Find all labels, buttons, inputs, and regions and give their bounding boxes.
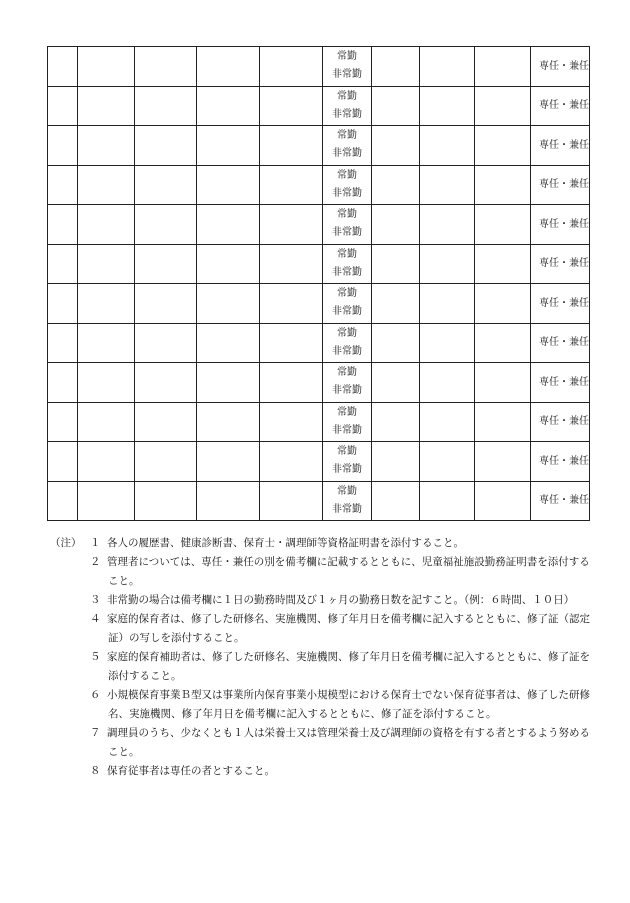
cell-days[interactable] [420, 244, 475, 284]
cell-no[interactable] [48, 363, 78, 403]
cell-name[interactable] [135, 402, 197, 442]
cell-qualification[interactable] [197, 323, 260, 363]
cell-hours[interactable] [372, 244, 420, 284]
cell-employment[interactable] [323, 442, 372, 482]
note-item [50, 724, 590, 762]
cell-name[interactable] [135, 47, 197, 87]
cell-position[interactable] [78, 284, 135, 324]
cell-no[interactable] [48, 86, 78, 126]
cell-no[interactable] [48, 284, 78, 324]
cell-position[interactable] [78, 363, 135, 403]
note-number: ２ [90, 556, 101, 568]
cell-qualification[interactable] [197, 481, 260, 521]
employment-parttime-option[interactable]: 非常勤 [332, 424, 362, 436]
cell-qualification[interactable] [197, 165, 260, 205]
note-number: １ [90, 537, 101, 549]
employment-parttime-option[interactable]: 非常勤 [332, 345, 362, 357]
cell-position[interactable] [78, 165, 135, 205]
table-row [48, 126, 590, 166]
employment-fulltime-option[interactable]: 常勤 [337, 446, 357, 458]
note-text: 家庭的保育補助者は、修了した研修名、実施機関、修了年月日を備考欄に記入するとともに、修了証を添付すること。 [107, 651, 590, 682]
table-row [48, 442, 590, 482]
cell-days[interactable] [420, 284, 475, 324]
employment-parttime-option[interactable]: 非常勤 [332, 108, 362, 120]
table-row [48, 86, 590, 126]
cell-employment[interactable] [323, 165, 372, 205]
cell-qualification[interactable] [197, 205, 260, 245]
cell-hours[interactable] [372, 284, 420, 324]
cell-hours[interactable] [372, 481, 420, 521]
cell-no[interactable] [48, 481, 78, 521]
cell-no[interactable] [48, 47, 78, 87]
cell-no[interactable] [48, 165, 78, 205]
employment-fulltime-option[interactable]: 常勤 [337, 90, 357, 102]
cell-position[interactable] [78, 402, 135, 442]
cell-position[interactable] [78, 442, 135, 482]
cell-position[interactable] [78, 47, 135, 87]
cell-days[interactable] [420, 165, 475, 205]
cell-no[interactable] [48, 323, 78, 363]
cell-name[interactable] [135, 205, 197, 245]
note-item [50, 553, 590, 591]
employment-fulltime-option[interactable]: 常勤 [337, 51, 357, 63]
employment-fulltime-option[interactable]: 常勤 [337, 327, 357, 339]
note-text: 非常勤の場合は備考欄に１日の勤務時間及び１ヶ月の勤務日数を記すこと。（例：６時間、１０日） [107, 594, 575, 606]
cell-employment[interactable] [323, 481, 372, 521]
cell-other[interactable] [475, 363, 531, 403]
employment-parttime-option[interactable]: 非常勤 [332, 266, 362, 278]
cell-employment[interactable] [323, 284, 372, 324]
cell-date[interactable] [260, 402, 323, 442]
cell-no[interactable] [48, 402, 78, 442]
employment-fulltime-option[interactable]: 常勤 [337, 406, 357, 418]
cell-employment[interactable] [323, 323, 372, 363]
cell-position[interactable] [78, 86, 135, 126]
cell-other[interactable] [475, 402, 531, 442]
employment-parttime-option[interactable]: 非常勤 [332, 385, 362, 397]
note-item [50, 686, 590, 724]
cell-hours[interactable] [372, 86, 420, 126]
table-row [48, 323, 590, 363]
cell-concurrency[interactable]: 専任・兼任 [531, 205, 590, 245]
cell-other[interactable] [475, 481, 531, 521]
notes-heading: （注） [50, 537, 82, 549]
cell-name[interactable] [135, 363, 197, 403]
notes-section [50, 534, 590, 781]
cell-no[interactable] [48, 205, 78, 245]
cell-hours[interactable] [372, 47, 420, 87]
employment-parttime-option[interactable]: 非常勤 [332, 227, 362, 239]
cell-hours[interactable] [372, 126, 420, 166]
note-text: 家庭的保育者は、修了した研修名、実施機関、修了年月日を備考欄に記入するとともに、修了証（認定証）の写しを添付すること。 [107, 613, 590, 644]
cell-position[interactable] [78, 481, 135, 521]
cell-concurrency[interactable]: 専任・兼任 [531, 244, 590, 284]
cell-concurrency[interactable]: 専任・兼任 [531, 323, 590, 363]
cell-qualification[interactable] [197, 126, 260, 166]
cell-concurrency[interactable]: 専任・兼任 [531, 86, 590, 126]
note-text: 調理員のうち、少なくとも１人は栄養士又は管理栄養士及び調理師の資格を有する者とするよう努めること。 [107, 727, 590, 758]
cell-qualification[interactable] [197, 86, 260, 126]
note-number: ６ [90, 689, 101, 701]
employment-parttime-option[interactable]: 非常勤 [332, 503, 362, 515]
cell-concurrency[interactable]: 専任・兼任 [531, 47, 590, 87]
note-number: ８ [90, 765, 101, 777]
cell-concurrency[interactable]: 専任・兼任 [531, 363, 590, 403]
cell-date[interactable] [260, 363, 323, 403]
cell-concurrency[interactable]: 専任・兼任 [531, 284, 590, 324]
cell-employment[interactable] [323, 244, 372, 284]
note-item [50, 762, 590, 781]
cell-employment[interactable] [323, 402, 372, 442]
note-text: 保育従事者は専任の者とすること。 [107, 765, 275, 777]
cell-qualification[interactable] [197, 244, 260, 284]
cell-no[interactable] [48, 442, 78, 482]
cell-name[interactable] [135, 323, 197, 363]
cell-date[interactable] [260, 323, 323, 363]
cell-concurrency[interactable]: 専任・兼任 [531, 402, 590, 442]
cell-other[interactable] [475, 47, 531, 87]
cell-hours[interactable] [372, 363, 420, 403]
cell-qualification[interactable] [197, 363, 260, 403]
cell-name[interactable] [135, 126, 197, 166]
notes-list [50, 534, 590, 781]
cell-hours[interactable] [372, 205, 420, 245]
employment-fulltime-option[interactable]: 常勤 [337, 367, 357, 379]
cell-other[interactable] [475, 244, 531, 284]
cell-hours[interactable] [372, 165, 420, 205]
note-number: ４ [90, 613, 101, 625]
cell-employment[interactable] [323, 126, 372, 166]
table-row [48, 205, 590, 245]
cell-concurrency[interactable]: 専任・兼任 [531, 442, 590, 482]
employment-parttime-option[interactable]: 非常勤 [332, 69, 362, 81]
employment-fulltime-option[interactable]: 常勤 [337, 288, 357, 300]
cell-name[interactable] [135, 244, 197, 284]
note-item [50, 534, 590, 553]
cell-position[interactable] [78, 323, 135, 363]
cell-hours[interactable] [372, 402, 420, 442]
cell-name[interactable] [135, 481, 197, 521]
cell-position[interactable] [78, 205, 135, 245]
cell-employment[interactable] [323, 205, 372, 245]
table-row [48, 481, 590, 521]
cell-name[interactable] [135, 442, 197, 482]
cell-employment[interactable] [323, 363, 372, 403]
cell-no[interactable] [48, 244, 78, 284]
cell-date[interactable] [260, 47, 323, 87]
employment-parttime-option[interactable]: 非常勤 [332, 187, 362, 199]
table-row [48, 244, 590, 284]
employment-fulltime-option[interactable]: 常勤 [337, 169, 357, 181]
cell-name[interactable] [135, 284, 197, 324]
cell-date[interactable] [260, 284, 323, 324]
cell-hours[interactable] [372, 442, 420, 482]
employment-parttime-option[interactable]: 非常勤 [332, 306, 362, 318]
cell-employment[interactable] [323, 86, 372, 126]
cell-qualification[interactable] [197, 284, 260, 324]
cell-date[interactable] [260, 481, 323, 521]
employment-fulltime-option[interactable]: 常勤 [337, 130, 357, 142]
employment-parttime-option[interactable]: 非常勤 [332, 148, 362, 160]
cell-concurrency[interactable]: 専任・兼任 [531, 126, 590, 166]
note-text: 管理者については、専任・兼任の別を備考欄に記載するとともに、児童福祉施設勤務証明書を添付すること。 [107, 556, 590, 587]
note-number: ５ [90, 651, 101, 663]
cell-days[interactable] [420, 402, 475, 442]
note-number: ７ [90, 727, 101, 739]
table-row [48, 47, 590, 87]
table-row [48, 165, 590, 205]
note-item [50, 610, 590, 648]
cell-days[interactable] [420, 481, 475, 521]
employment-fulltime-option[interactable]: 常勤 [337, 485, 357, 497]
cell-concurrency[interactable]: 専任・兼任 [531, 165, 590, 205]
cell-date[interactable] [260, 165, 323, 205]
note-text: 各人の履歴書、健康診断書、保育士・調理師等資格証明書を添付すること。 [107, 537, 464, 549]
cell-other[interactable] [475, 442, 531, 482]
cell-name[interactable] [135, 86, 197, 126]
cell-position[interactable] [78, 244, 135, 284]
table-row [48, 363, 590, 403]
cell-other[interactable] [475, 205, 531, 245]
employment-fulltime-option[interactable]: 常勤 [337, 209, 357, 221]
cell-date[interactable] [260, 442, 323, 482]
cell-days[interactable] [420, 363, 475, 403]
cell-date[interactable] [260, 205, 323, 245]
cell-position[interactable] [78, 126, 135, 166]
cell-days[interactable] [420, 442, 475, 482]
cell-days[interactable] [420, 47, 475, 87]
note-text: 小規模保育事業Ｂ型又は事業所内保育事業小規模型における保育士でない保育従事者は、修了した研修名、実施機関、修了年月日を備考欄に記入するとともに、修了証を添付すること。 [107, 689, 590, 720]
cell-employment[interactable] [323, 47, 372, 87]
cell-days[interactable] [420, 126, 475, 166]
cell-qualification[interactable] [197, 47, 260, 87]
cell-days[interactable] [420, 86, 475, 126]
table-row [48, 284, 590, 324]
cell-date[interactable] [260, 244, 323, 284]
cell-days[interactable] [420, 205, 475, 245]
note-number: ３ [90, 594, 101, 606]
cell-name[interactable] [135, 165, 197, 205]
cell-concurrency[interactable]: 専任・兼任 [531, 481, 590, 521]
cell-qualification[interactable] [197, 402, 260, 442]
cell-other[interactable] [475, 86, 531, 126]
table-row [48, 402, 590, 442]
cell-other[interactable] [475, 165, 531, 205]
staff-table [47, 46, 590, 521]
employment-parttime-option[interactable]: 非常勤 [332, 464, 362, 476]
note-item [50, 591, 590, 610]
employment-fulltime-option[interactable]: 常勤 [337, 248, 357, 260]
cell-date[interactable] [260, 86, 323, 126]
cell-no[interactable] [48, 126, 78, 166]
cell-days[interactable] [420, 323, 475, 363]
note-item [50, 648, 590, 686]
table-body [48, 47, 590, 521]
cell-hours[interactable] [372, 323, 420, 363]
cell-other[interactable] [475, 126, 531, 166]
cell-other[interactable] [475, 323, 531, 363]
cell-qualification[interactable] [197, 442, 260, 482]
cell-date[interactable] [260, 126, 323, 166]
cell-other[interactable] [475, 284, 531, 324]
